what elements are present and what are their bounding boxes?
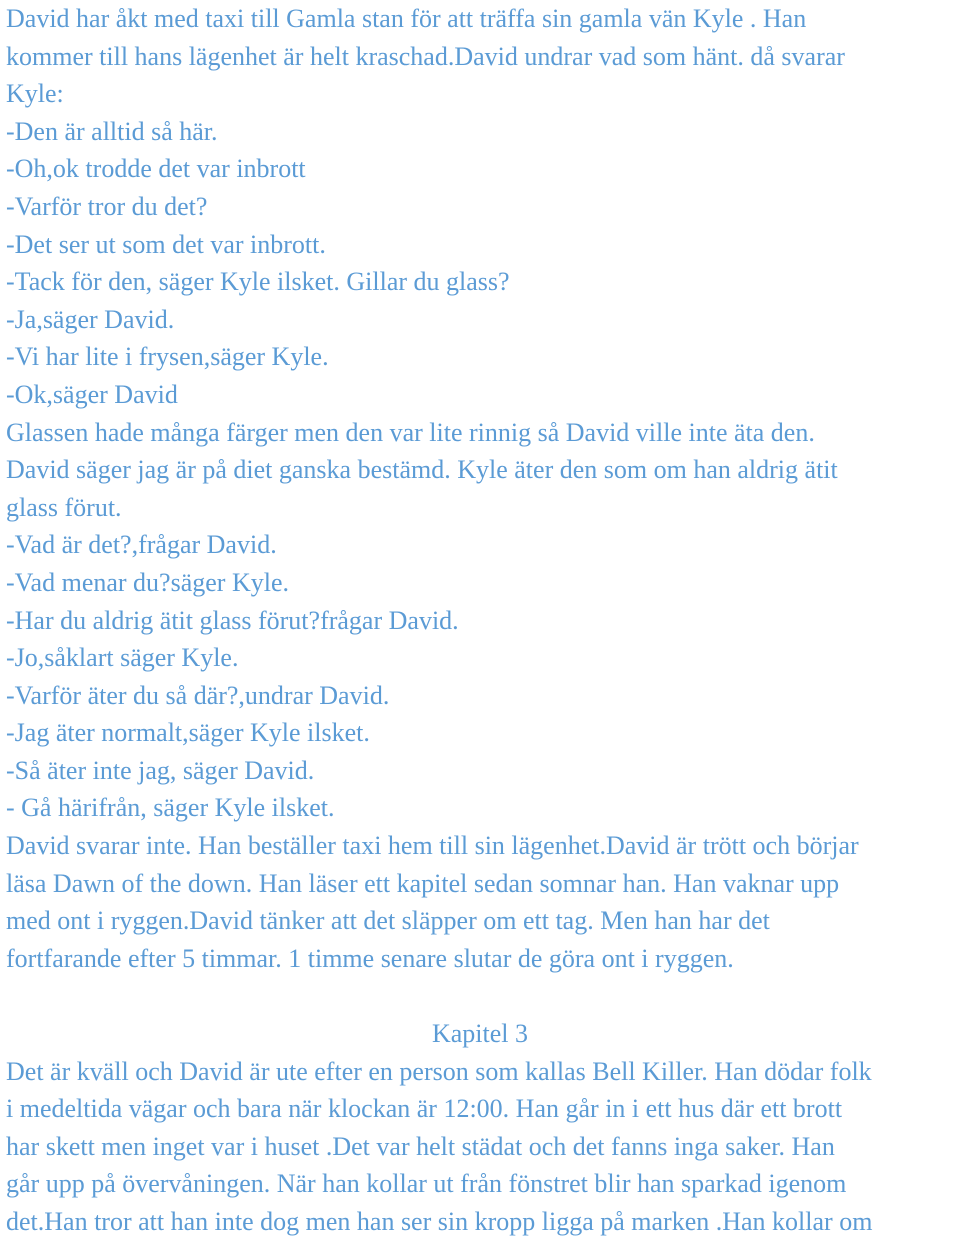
text-line: David säger jag är på diet ganska bestämd. Kyle äter den som om han aldrig ätit	[6, 455, 838, 485]
text-line: -Jag äter normalt,säger Kyle ilsket.	[6, 718, 370, 748]
text-line: -Jo,såklart säger Kyle.	[6, 643, 239, 673]
text-line: -Ja,säger David.	[6, 304, 175, 334]
text-line: David svarar inte. Han beställer taxi hem till sin lägenhet.David är trött och börjar	[6, 831, 859, 861]
text-line: -Så äter inte jag, säger David.	[6, 755, 315, 785]
text-line: -Vad är det?,frågar David.	[6, 530, 277, 560]
paragraph-gap	[6, 977, 954, 1015]
text-line: med ont i ryggen.David tänker att det släpper om ett tag. Men han har det	[6, 906, 770, 936]
story-text-part-1	[6, 0, 954, 977]
text-line: det.Han tror att han inte dog men han ser sin kropp ligga på marken .Han kollar om	[6, 1207, 873, 1236]
text-line: kommer till hans lägenhet är helt kraschad.David undrar vad som hänt. då svarar	[6, 41, 845, 71]
text-line: läsa Dawn of the down. Han läser ett kapitel sedan somnar han. Han vaknar upp	[6, 868, 840, 898]
text-line: Kyle:	[6, 79, 64, 109]
text-line: Det är kväll och David är ute efter en person som kallas Bell Killer. Han dödar folk	[6, 1056, 872, 1086]
text-line: -Tack för den, säger Kyle ilsket. Gillar du glass?	[6, 267, 510, 297]
text-line: -Har du aldrig ätit glass förut?frågar David.	[6, 605, 459, 635]
story-text-part-2	[6, 1053, 954, 1241]
chapter-heading: Kapitel 3	[431, 1019, 529, 1049]
text-line: fortfarande efter 5 timmar. 1 timme senare slutar de göra ont i ryggen.	[6, 943, 734, 973]
text-line: går upp på övervåningen. När han kollar ut från fönstret blir han sparkad igenom	[6, 1169, 847, 1199]
text-line: Glassen hade många färger men den var lite rinnig så David ville inte äta den.	[6, 417, 815, 447]
text-line: -Det ser ut som det var inbrott.	[6, 229, 326, 259]
text-line: -Varför tror du det?	[6, 191, 208, 221]
text-line: -Varför äter du så där?,undrar David.	[6, 680, 390, 710]
text-line: i medeltida vägar och bara när klockan är 12:00. Han går in i ett hus där ett brott	[6, 1094, 843, 1124]
text-line: -Oh,ok trodde det var inbrott	[6, 154, 306, 184]
text-line: David har åkt med taxi till Gamla stan för att träffa sin gamla vän Kyle . Han	[6, 4, 807, 33]
text-line: -Ok,säger David	[6, 379, 178, 409]
text-line: har skett men inget var i huset .Det var helt städat och det fanns inga saker. Han	[6, 1131, 835, 1161]
text-line: - Gå härifrån, säger Kyle ilsket.	[6, 793, 335, 823]
text-line: -Vi har lite i frysen,säger Kyle.	[6, 342, 329, 372]
text-line: -Vad menar du?säger Kyle.	[6, 567, 289, 597]
text-line: -Den är alltid så här.	[6, 116, 218, 146]
text-line: glass förut.	[6, 492, 122, 522]
